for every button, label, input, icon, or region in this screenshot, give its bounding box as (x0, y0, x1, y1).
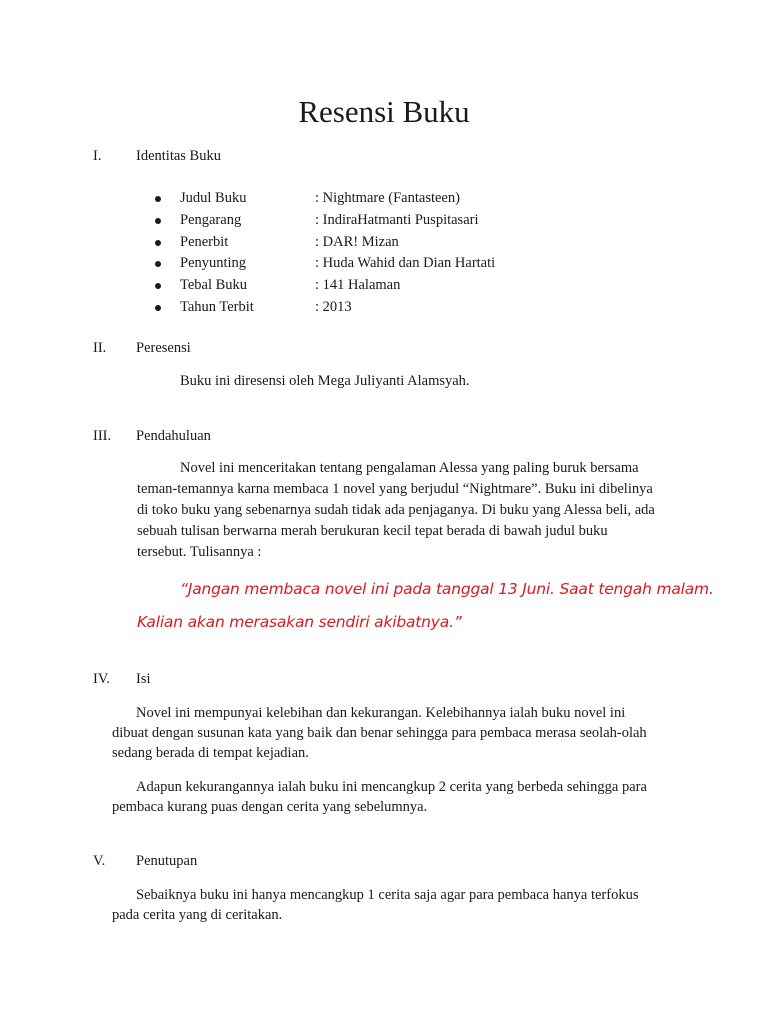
section-number-identitas: I. (93, 148, 102, 164)
paragraph-line: sedang berada di tempat kejadian. (112, 745, 309, 761)
section-number-pendahuluan: III. (93, 428, 112, 444)
red-quote-line: Kalian akan merasakan sendiri akibatnya.” (137, 613, 462, 631)
list-item (155, 188, 555, 210)
identity-value: : Huda Wahid dan Dian Hartati (315, 255, 496, 272)
paragraph-line: pada cerita yang di ceritakan. (112, 907, 283, 923)
bullet-icon (155, 283, 161, 289)
identity-label: Tahun Terbit (180, 298, 254, 315)
paragraph-line: Novel ini mempunyai kelebihan dan kekurangan. Kelebihannya ialah buku novel ini (136, 705, 626, 721)
section-number-peresensi: II. (93, 340, 107, 356)
paragraph-line: teman-temannya karna membaca 1 novel yang berjudul “Nightmare”. Buku ini dibelinya (137, 481, 653, 497)
document-title: Resensi Buku (298, 94, 470, 129)
identity-label: Tebal Buku (180, 277, 248, 294)
paragraph-line: Adapun kekurangannya ialah buku ini mencangkup 2 cerita yang berbeda sehingga para (136, 779, 647, 795)
list-item (155, 297, 555, 319)
paragraph-line: pembaca kurang puas dengan cerita yang sebelumnya. (112, 799, 428, 815)
identity-list (155, 188, 555, 319)
identity-label: Pengarang (180, 211, 242, 228)
paragraph-line: Sebaiknya buku ini hanya mencangkup 1 cerita saja agar para pembaca hanya terfokus (136, 887, 639, 903)
identity-value: : IndiraHatmanti Puspitasari (315, 211, 479, 228)
red-quote-line: “Jangan membaca novel ini pada tanggal 13 Juni. Saat tengah malam. (180, 580, 714, 598)
peresensi-text: Buku ini diresensi oleh Mega Juliyanti Alamsyah. (180, 373, 470, 389)
bullet-icon (155, 240, 161, 246)
paragraph-line: Novel ini menceritakan tentang pengalaman Alessa yang paling buruk bersama (180, 460, 639, 476)
list-item (155, 232, 555, 254)
section-number-isi: IV. (93, 671, 111, 687)
list-item (155, 210, 555, 232)
section-number-penutupan: V. (93, 853, 106, 869)
bullet-icon (155, 196, 161, 202)
identity-label: Penyunting (180, 255, 247, 272)
identity-value: : 141 Halaman (315, 277, 401, 294)
identity-label: Penerbit (180, 233, 229, 250)
paragraph-line: tersebut. Tulisannya : (137, 544, 262, 560)
identity-value: : DAR! Mizan (315, 233, 399, 250)
section-title-identitas: Identitas Buku (136, 148, 221, 164)
section-title-penutupan: Penutupan (136, 853, 198, 869)
identity-value: : 2013 (315, 298, 352, 315)
bullet-icon (155, 218, 161, 224)
paragraph-line: sebuah tulisan berwarna merah berukuran kecil tepat berada di bawah judul buku (137, 523, 608, 539)
list-item (155, 275, 555, 297)
paragraph-line: di toko buku yang sebenarnya sudah tidak ada penjaganya. Di buku yang Alessa beli, ada (137, 502, 655, 518)
bullet-icon (155, 261, 161, 267)
section-title-isi: Isi (136, 671, 151, 687)
paragraph-line: dibuat dengan susunan kata yang baik dan benar sehingga para pembaca merasa seolah-olah (112, 725, 647, 741)
section-title-peresensi: Peresensi (136, 340, 191, 356)
section-title-pendahuluan: Pendahuluan (136, 428, 211, 444)
bullet-icon (155, 305, 161, 311)
identity-value: : Nightmare (Fantasteen) (315, 190, 460, 206)
list-item (155, 253, 555, 275)
identity-label: Judul Buku (180, 190, 247, 206)
